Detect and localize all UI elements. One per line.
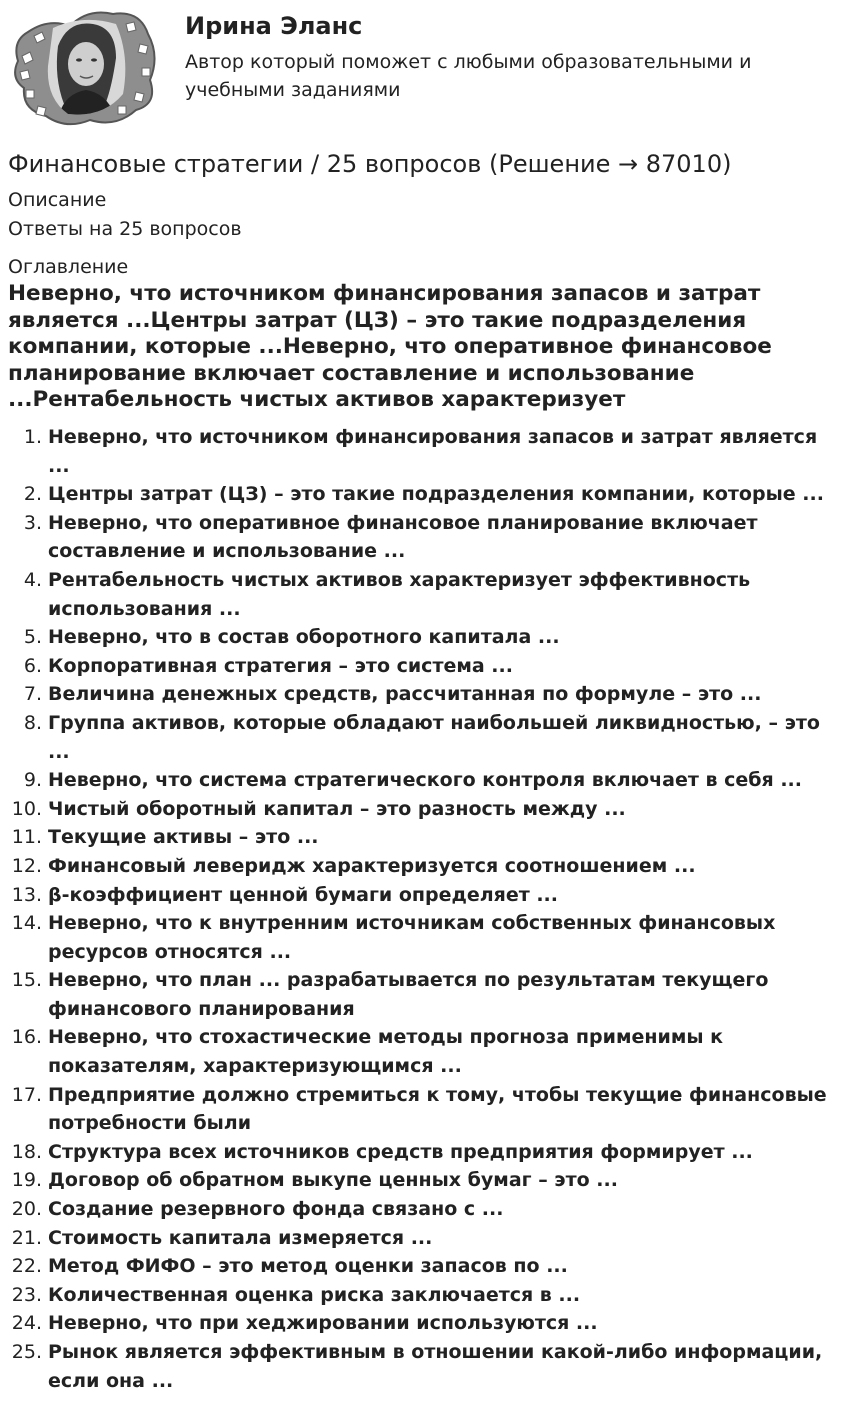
- question-text: Группа активов, которые обладают наибольшей ликвидностью, – это ...: [48, 711, 820, 763]
- question-item: [8, 566, 839, 623]
- question-list: [8, 423, 839, 1395]
- author-description: Автор который поможет с любыми образовательными и учебными заданиями: [185, 51, 752, 101]
- question-item: [8, 1195, 839, 1224]
- question-item: [8, 1309, 839, 1338]
- question-item: [8, 766, 839, 795]
- question-number: 6.: [23, 654, 42, 677]
- question-text: Неверно, что план ... разрабатывается по результатам текущего финансового планирования: [48, 969, 769, 1020]
- question-text: β-коэффициент ценной бумаги определяет ...: [48, 883, 558, 906]
- question-text: Договор об обратном выкупе ценных бумаг – это ...: [48, 1169, 618, 1192]
- question-number: 3.: [23, 511, 42, 534]
- question-item: [8, 680, 839, 709]
- question-item: [8, 966, 839, 1023]
- question-number: 23.: [11, 1283, 42, 1306]
- question-text: Неверно, что к внутренним источникам собственных финансовых ресурсов относятся ...: [48, 912, 776, 963]
- toc-heading: Неверно, что источником финансирования запасов и затрат является ...Центры затрат (ЦЗ) – это такие подразделения компании, которые ...Неверно, что оперативное финансовое планирование включает составление и использование ...Рентабельность чистых активов характеризует: [8, 281, 772, 412]
- question-item: [8, 881, 839, 910]
- question-item: [8, 1224, 839, 1253]
- work-title: Финансовые стратегии / 25 вопросов (Решение → 87010): [8, 150, 732, 178]
- question-number: 24.: [11, 1312, 42, 1335]
- question-number: 10.: [11, 797, 42, 820]
- question-text: Неверно, что система стратегического контроля включает в себя ...: [48, 769, 802, 792]
- question-number: 17.: [11, 1083, 42, 1106]
- author-block: [8, 0, 839, 130]
- question-number: 9.: [23, 769, 42, 792]
- question-text: Неверно, что в состав оборотного капитала ...: [48, 626, 560, 649]
- question-item: [8, 1138, 839, 1167]
- question-text: Неверно, что при хеджировании используются ...: [48, 1312, 598, 1335]
- description-label: Описание: [8, 189, 107, 211]
- question-item: [8, 1252, 839, 1281]
- question-item: [8, 509, 839, 566]
- question-text: Неверно, что источником финансирования запасов и затрат является ...: [48, 426, 818, 477]
- question-number: 4.: [23, 568, 42, 591]
- question-number: 19.: [11, 1169, 42, 1192]
- question-number: 1.: [23, 426, 42, 448]
- question-item: [8, 852, 839, 881]
- question-number: 8.: [23, 711, 42, 734]
- page: [8, 0, 839, 1392]
- question-text: Чистый оборотный капитал – это разность между ...: [48, 797, 626, 820]
- question-item: [8, 709, 839, 766]
- question-text: Количественная оценка риска заключается в ...: [48, 1283, 581, 1306]
- question-number: 13.: [11, 883, 42, 906]
- description-text: Ответы на 25 вопросов: [8, 218, 242, 240]
- question-number: 14.: [11, 912, 42, 935]
- question-text: Метод ФИФО – это метод оценки запасов по ...: [48, 1255, 568, 1278]
- question-item: [8, 795, 839, 824]
- author-name[interactable]: Ирина Эланс: [185, 12, 363, 40]
- question-text: Предприятие должно стремиться к тому, чтобы текущие финансовые потребности были: [48, 1083, 827, 1135]
- question-number: 12.: [11, 854, 42, 877]
- question-number: 21.: [11, 1226, 42, 1249]
- question-text: Текущие активы – это ...: [48, 826, 319, 849]
- question-item: [8, 1281, 839, 1310]
- question-item: [8, 1081, 839, 1138]
- question-text: Центры затрат (ЦЗ) – это такие подразделения компании, которые ...: [48, 483, 824, 506]
- question-text: Неверно, что стохастические методы прогноза применимы к показателям, характеризующимся ...: [48, 1026, 724, 1078]
- question-item: [8, 652, 839, 681]
- question-text: Корпоративная стратегия – это система ...: [48, 654, 513, 677]
- question-number: 20.: [11, 1198, 42, 1221]
- question-text: Величина денежных средств, рассчитанная по формуле – это ...: [48, 683, 762, 706]
- question-number: 11.: [11, 826, 42, 849]
- question-item: [8, 909, 839, 966]
- question-item: [8, 1338, 839, 1395]
- question-number: 7.: [23, 683, 42, 706]
- question-item: [8, 480, 839, 509]
- question-text: Структура всех источников средств предприятия формирует ...: [48, 1140, 753, 1163]
- question-item: [8, 623, 839, 652]
- question-number: 5.: [23, 626, 42, 649]
- question-text: Рынок является эффективным в отношении какой-либо информации, если она ...: [48, 1341, 823, 1392]
- question-text: Финансовый леверидж характеризуется соотношением ...: [48, 854, 696, 877]
- author-avatar[interactable]: [8, 6, 158, 128]
- toc-label: Оглавление: [8, 256, 129, 278]
- question-item: [8, 1166, 839, 1195]
- question-number: 22.: [11, 1255, 42, 1278]
- question-text: Стоимость капитала измеряется ...: [48, 1226, 433, 1249]
- question-number: 25.: [11, 1341, 42, 1363]
- question-number: 15.: [11, 969, 42, 992]
- question-text: Неверно, что оперативное финансовое планирование включает составление и использование ...: [48, 511, 758, 563]
- question-text: Рентабельность чистых активов характеризует эффективность использования ...: [48, 568, 751, 620]
- question-item: [8, 823, 839, 852]
- question-text: Создание резервного фонда связано с ...: [48, 1198, 504, 1221]
- question-number: 16.: [11, 1026, 42, 1049]
- question-item: [8, 423, 839, 480]
- question-item: [8, 1023, 839, 1080]
- question-number: 2.: [23, 483, 42, 506]
- question-number: 18.: [11, 1140, 42, 1163]
